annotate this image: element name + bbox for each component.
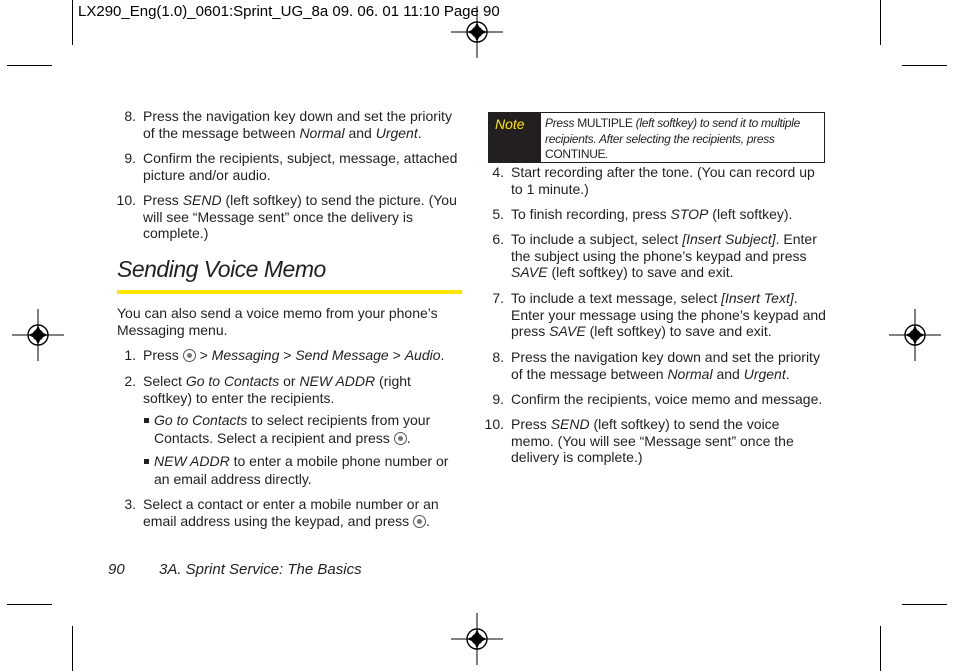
step-number: 8. (492, 349, 504, 365)
step-number: 9. (124, 150, 136, 166)
list-item (492, 391, 826, 408)
intro-paragraph: You can also send a voice memo from your phone’s Messaging menu. (117, 305, 438, 338)
page-number: 90 (108, 561, 125, 578)
step-text: Press the navigation key down and set the priority of the message between Normal and Urgent. (143, 108, 452, 141)
step-text: Start recording after the tone. (You can record up to 1 minute.) (511, 164, 815, 197)
step-text: To include a subject, select [Insert Subject]. Enter the subject using the phone’s keypad and press SAVE (left softkey) to save and exit. (511, 231, 817, 280)
step-number: 1. (124, 347, 136, 363)
step-text: Select a contact or enter a mobile number or an email address using the keypad, and press . (143, 496, 439, 529)
registration-mark-icon (12, 309, 64, 361)
step-number: 8. (124, 108, 136, 124)
step-number: 2. (124, 373, 136, 389)
menu-ok-key-icon (183, 349, 196, 362)
step-text: Press > Messaging > Send Message > Audio. (143, 347, 445, 363)
step-number: 10. (116, 192, 136, 208)
step-number: 6. (492, 231, 504, 247)
list-item (492, 290, 826, 340)
bullet-icon (144, 459, 149, 464)
crop-mark (880, 0, 881, 45)
step-text: Confirm the recipients, voice memo and message. (511, 391, 823, 407)
bullet-item: Go to Contacts to select recipients from your Contacts. Select a recipient and press . (154, 412, 454, 447)
crop-mark (72, 626, 73, 671)
crop-mark (902, 65, 947, 66)
list-item (484, 416, 826, 466)
step-text: Press SEND (left softkey) to send the picture. (You will see “Message sent” once the delivery is complete.) (143, 192, 457, 241)
list-item (492, 206, 826, 223)
list-item (116, 192, 463, 242)
menu-ok-key-icon (394, 432, 407, 445)
crop-mark (72, 0, 73, 45)
crop-mark (902, 604, 947, 605)
step-number: 9. (492, 391, 504, 407)
crop-mark (880, 626, 881, 671)
registration-mark-icon (451, 6, 503, 58)
step-text: Select Go to Contacts or NEW ADDR (right softkey) to enter the recipients. (143, 373, 411, 406)
list-item (492, 231, 826, 281)
menu-ok-key-icon (413, 515, 426, 528)
note-text: Press MULTIPLE (left softkey) to send it to multiple recipients. After selecting the recipients, press CONTINUE. (545, 116, 800, 161)
list-item (124, 373, 463, 406)
step-text: To include a text message, select [Insert Text]. Enter your message using the phone’s keypad and press SAVE (left softkey) to save and exit. (511, 290, 826, 339)
list-item (124, 150, 463, 183)
list-item (124, 496, 463, 529)
step-text: Confirm the recipients, subject, message, attached picture and/or audio. (143, 150, 458, 183)
step-text: Press SEND (left softkey) to send the voice memo. (You will see “Message sent” once the delivery is complete.) (511, 416, 794, 465)
list-item (124, 347, 463, 364)
step-number: 7. (492, 290, 504, 306)
step-number: 3. (124, 496, 136, 512)
step-number: 10. (484, 416, 504, 432)
step-number: 4. (492, 164, 504, 180)
registration-mark-icon (889, 309, 941, 361)
section-title: 3A. Sprint Service: The Basics (159, 561, 362, 578)
list-item (492, 164, 826, 197)
step-text: Press the navigation key down and set the priority of the message between Normal and Urgent. (511, 349, 820, 382)
crop-mark (7, 65, 52, 66)
print-slug: LX290_Eng(1.0)_0601:Sprint_UG_8a 09. 06. 01 11:10 Page 90 (78, 3, 500, 20)
step-number: 5. (492, 206, 504, 222)
list-item (492, 349, 829, 382)
bullet-icon (144, 418, 149, 423)
step-text: To finish recording, press STOP (left softkey). (511, 206, 793, 222)
section-heading: Sending Voice Memo (117, 256, 326, 282)
crop-mark (7, 604, 52, 605)
heading-rule (117, 290, 462, 294)
note-box (488, 112, 825, 163)
registration-mark-icon (451, 613, 503, 665)
list-item (124, 108, 463, 141)
note-label: Note (489, 113, 541, 162)
bullet-item: NEW ADDR to enter a mobile phone number or an email address directly. (154, 453, 464, 488)
